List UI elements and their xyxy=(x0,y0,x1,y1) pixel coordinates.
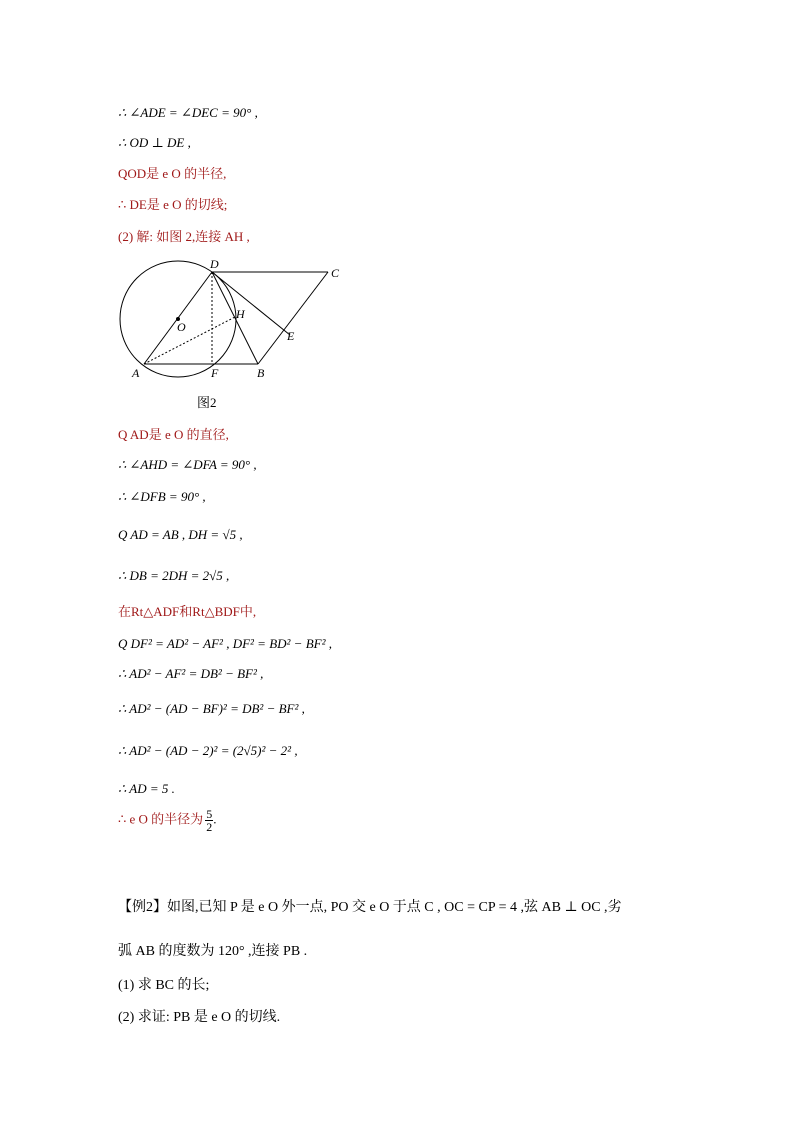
label-h: H xyxy=(236,307,245,321)
step-ad-ab-dh: Q AD = AB , DH = √5 , xyxy=(118,527,243,542)
step-df-squared: Q DF² = AD² − AF² , DF² = BD² − BF² , xyxy=(118,636,332,651)
label-e: E xyxy=(287,329,295,343)
step-triangles: 在Rt△ADF和Rt△BDF中, xyxy=(118,604,257,619)
step-db: ∴ DB = 2DH = 2√5 , xyxy=(118,568,230,583)
segment-db xyxy=(212,272,258,364)
step-ad-value: ∴ AD = 5 . xyxy=(118,781,175,796)
radius-suffix: . xyxy=(213,811,217,827)
step-equation-3: ∴ AD² − (AD − 2)² = (2√5)² − 2² , xyxy=(118,743,298,758)
step-ahd-dfa: ∴ ∠AHD = ∠DFA = 90° , xyxy=(118,457,257,472)
step-equation-2: ∴ AD² − (AD − BF)² = DB² − BF² , xyxy=(118,701,305,716)
step-dfb: ∴ ∠DFB = 90° , xyxy=(118,489,206,504)
geometry-figure xyxy=(112,258,352,386)
fraction-numerator: 5 xyxy=(206,807,213,821)
step-equation-1: ∴ AD² − AF² = DB² − BF² , xyxy=(118,666,264,681)
step-od-perp-de: ∴ OD ⊥ DE , xyxy=(118,135,191,150)
radius-prefix: ∴ e O 的半径为 xyxy=(118,811,204,827)
step-ad-diameter: Q AD是 e O 的直径, xyxy=(118,427,229,442)
label-o: O xyxy=(177,320,186,334)
segment-de xyxy=(212,272,290,335)
step-od-radius: QOD是 e O 的半径, xyxy=(118,166,227,181)
example2-question-2: (2) 求证: PB 是 e O 的切线. xyxy=(118,1010,281,1025)
example2-statement-line2: 弧 AB 的度数为 120° ,连接 PB . xyxy=(118,944,308,959)
step-de-tangent: ∴ DE是 e O 的切线; xyxy=(118,197,228,212)
label-f: F xyxy=(211,366,219,380)
step-radius-result xyxy=(118,808,216,833)
fraction-five-halves xyxy=(205,808,213,833)
example2-statement-line1: 【例2】如图,已知 P 是 e O 外一点, PO 交 e O 于点 C , OC = CP = 4 ,弦 AB ⊥ OC ,劣 xyxy=(118,900,622,915)
figure-caption: 图2 xyxy=(197,395,217,410)
label-b: B xyxy=(257,366,265,380)
label-a: A xyxy=(132,366,140,380)
part2-intro: (2) 解: 如图 2,连接 AH , xyxy=(118,229,250,244)
example2-question-1: (1) 求 BC 的长; xyxy=(118,978,210,993)
step-right-angles: ∴ ∠ADE = ∠DEC = 90° , xyxy=(118,105,258,120)
fraction-denominator: 2 xyxy=(206,820,213,834)
label-d: D xyxy=(210,258,219,271)
label-c: C xyxy=(331,266,340,280)
